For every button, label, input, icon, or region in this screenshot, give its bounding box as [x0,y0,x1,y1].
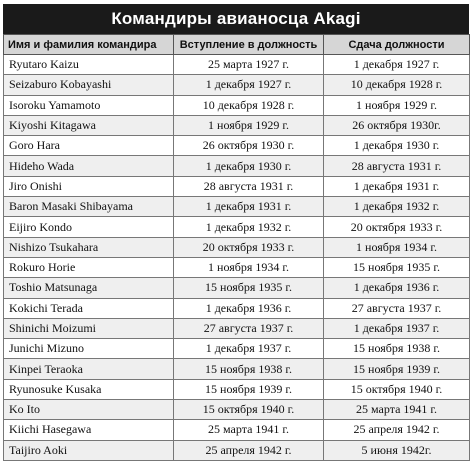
table-row [4,237,470,257]
start-date-cell: 27 августа 1937 г. [174,318,324,338]
end-date-cell: 1 ноября 1929 г. [324,95,470,115]
start-date-cell: 28 августа 1931 г. [174,176,324,196]
commander-name-cell: Hideho Wada [4,156,174,176]
end-date-cell: 1 декабря 1930 г. [324,136,470,156]
end-date-cell: 15 октября 1940 г. [324,379,470,399]
end-date-cell: 1 декабря 1937 г. [324,318,470,338]
commander-name-cell: Baron Masaki Shibayama [4,197,174,217]
end-date-cell: 15 ноября 1935 г. [324,257,470,277]
start-date-cell: 25 марта 1927 г. [174,55,324,75]
table-row [4,359,470,379]
table-row [4,339,470,359]
table-row [4,115,470,135]
start-date-cell: 1 декабря 1936 г. [174,298,324,318]
start-date-cell: 1 декабря 1927 г. [174,75,324,95]
end-date-cell: 15 ноября 1938 г. [324,339,470,359]
header-row [4,35,470,55]
commander-name-cell: Taijiro Aoki [4,440,174,460]
commander-name-cell: Jiro Onishi [4,176,174,196]
end-date-cell: 1 декабря 1932 г. [324,197,470,217]
commander-name-cell: Kokichi Terada [4,298,174,318]
commander-name-cell: Junichi Mizuno [4,339,174,359]
commanders-table [3,34,470,461]
table-row [4,379,470,399]
table-row [4,217,470,237]
end-date-cell: 5 июня 1942г. [324,440,470,460]
commander-name-cell: Kiyoshi Kitagawa [4,115,174,135]
end-date-cell: 26 октября 1930г. [324,115,470,135]
table-body [4,55,470,461]
start-date-cell: 26 октября 1930 г. [174,136,324,156]
end-date-cell: 10 декабря 1928 г. [324,75,470,95]
end-date-cell: 27 августа 1937 г. [324,298,470,318]
end-date-cell: 25 марта 1941 г. [324,400,470,420]
table-row [4,278,470,298]
start-date-cell: 1 декабря 1930 г. [174,156,324,176]
commander-name-cell: Shinichi Moizumi [4,318,174,338]
start-date-cell: 1 ноября 1929 г. [174,115,324,135]
start-date-cell: 1 ноября 1934 г. [174,257,324,277]
table-title: Командиры авианосца Akagi [3,4,469,34]
table-row [4,95,470,115]
table-row [4,55,470,75]
header-commander-name: Имя и фамилия командира [4,35,174,55]
end-date-cell: 20 октября 1933 г. [324,217,470,237]
end-date-cell: 15 ноября 1939 г. [324,359,470,379]
table-row [4,318,470,338]
table-row [4,440,470,460]
table-row [4,420,470,440]
commander-name-cell: Rokuro Horie [4,257,174,277]
commander-name-cell: Kiichi Hasegawa [4,420,174,440]
start-date-cell: 25 марта 1941 г. [174,420,324,440]
start-date-cell: 20 октября 1933 г. [174,237,324,257]
start-date-cell: 15 ноября 1939 г. [174,379,324,399]
commander-name-cell: Seizaburo Kobayashi [4,75,174,95]
table-row [4,197,470,217]
end-date-cell: 1 декабря 1936 г. [324,278,470,298]
table-row [4,298,470,318]
start-date-cell: 15 октября 1940 г. [174,400,324,420]
commander-name-cell: Goro Hara [4,136,174,156]
commanders-document [3,4,469,457]
table-row [4,136,470,156]
start-date-cell: 1 декабря 1931 г. [174,197,324,217]
table-row [4,156,470,176]
header-start-date: Вступление в должность [174,35,324,55]
commander-name-cell: Isoroku Yamamoto [4,95,174,115]
commander-name-cell: Ryunosuke Kusaka [4,379,174,399]
header-end-date: Сдача должности [324,35,470,55]
table-row [4,176,470,196]
table-row [4,257,470,277]
end-date-cell: 1 ноября 1934 г. [324,237,470,257]
commander-name-cell: Eijiro Kondo [4,217,174,237]
start-date-cell: 1 декабря 1932 г. [174,217,324,237]
end-date-cell: 1 декабря 1931 г. [324,176,470,196]
end-date-cell: 1 декабря 1927 г. [324,55,470,75]
start-date-cell: 15 ноября 1935 г. [174,278,324,298]
table-row [4,400,470,420]
commander-name-cell: Ko Ito [4,400,174,420]
start-date-cell: 15 ноября 1938 г. [174,359,324,379]
table-row [4,75,470,95]
commander-name-cell: Kinpei Teraoka [4,359,174,379]
end-date-cell: 25 апреля 1942 г. [324,420,470,440]
commander-name-cell: Nishizo Tsukahara [4,237,174,257]
start-date-cell: 25 апреля 1942 г. [174,440,324,460]
end-date-cell: 28 августа 1931 г. [324,156,470,176]
commander-name-cell: Ryutaro Kaizu [4,55,174,75]
start-date-cell: 1 декабря 1937 г. [174,339,324,359]
start-date-cell: 10 декабря 1928 г. [174,95,324,115]
commander-name-cell: Toshio Matsunaga [4,278,174,298]
